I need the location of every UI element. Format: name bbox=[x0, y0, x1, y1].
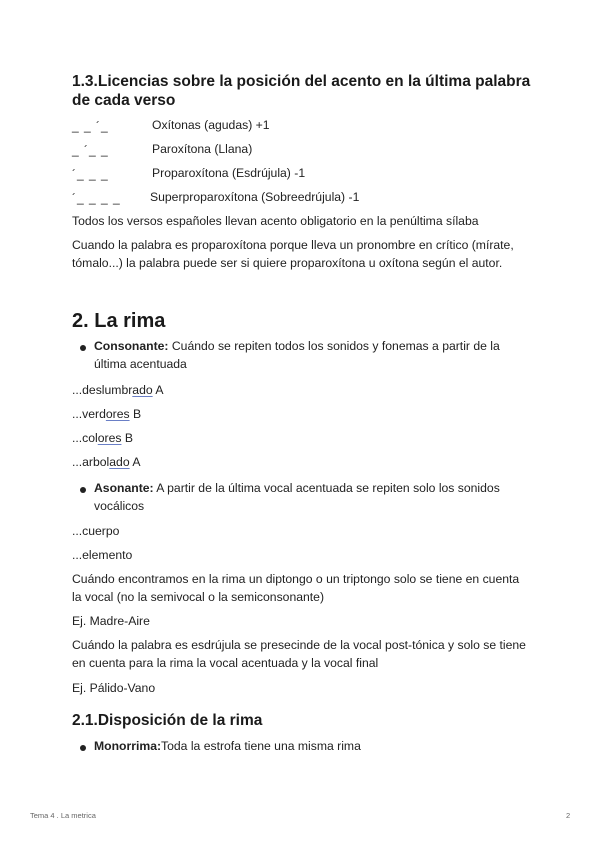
example-line: ...colores B bbox=[72, 431, 133, 445]
accent-marks-superproparoxitona: ´_ _ _ _ bbox=[72, 191, 121, 205]
paragraph-proparoxitona: Cuando la palabra es proparoxítona porque lleva un pronombre en crítico (mírate, tómalo...) la palabra puede ser si quiere proparoxítona u oxítona según el autor. bbox=[72, 238, 514, 270]
term-consonante: Consonante: bbox=[94, 339, 169, 353]
bullet-dot bbox=[80, 487, 86, 493]
section-heading-2-1: 2.1.Disposición de la rima bbox=[72, 712, 263, 729]
definition-monorrima: Toda la estrofa tiene una misma rima bbox=[161, 739, 361, 753]
bullet-consonante bbox=[94, 337, 534, 373]
paragraph-diptongo: Cuándo encontramos en la rima un diptongo o un triptongo solo se tiene en cuenta la vocal (no la semivocal o la semiconsonante) bbox=[72, 572, 520, 604]
example-line: ...verdores B bbox=[72, 407, 142, 421]
rhyme-segment: ado bbox=[132, 383, 153, 397]
accent-marks-oxitona: _ _ ´_ bbox=[72, 119, 109, 133]
accent-label-proparoxitona: Proparoxítona (Esdrújula) -1 bbox=[152, 166, 306, 180]
term-asonante: Asonante: bbox=[94, 481, 154, 495]
rhyme-segment: ado bbox=[109, 455, 130, 469]
example-palido-vano: Ej. Pálido-Vano bbox=[72, 681, 156, 695]
accent-label-paroxitona: Paroxítona (Llana) bbox=[152, 142, 253, 156]
example-madre-aire: Ej. Madre-Aire bbox=[72, 614, 150, 628]
rhyme-segment: ores bbox=[97, 431, 122, 445]
example-asonante-1: ...cuerpo bbox=[72, 524, 120, 538]
section-heading-2: 2. La rima bbox=[72, 310, 166, 332]
term-monorrima: Monorrima: bbox=[94, 739, 162, 753]
rhyme-segment: ores bbox=[105, 407, 130, 421]
definition-asonante: A partir de la última vocal acentuada se repiten solo los sonidos vocálicos bbox=[94, 481, 500, 513]
definition-consonante: Cuándo se repiten todos los sonidos y fonemas a partir de la última acentuada bbox=[94, 339, 500, 371]
accent-label-oxitona: Oxítonas (agudas) +1 bbox=[152, 118, 270, 132]
bullet-dot bbox=[80, 345, 86, 351]
accent-label-superproparoxitona: Superproparoxítona (Sobreedrújula) -1 bbox=[150, 190, 360, 204]
bullet-monorrima bbox=[94, 737, 534, 755]
paragraph-esdrujula: Cuándo la palabra es esdrújula se presecinde de la vocal post-tónica y solo se tiene en cuenta para la rima la vocal acentuada y la vocal final bbox=[72, 638, 526, 670]
example-line: ...arbolado A bbox=[72, 455, 141, 469]
accent-marks-proparoxitona: ´_ _ _ bbox=[72, 167, 109, 181]
footer-page-number: 2 bbox=[566, 811, 571, 820]
accent-marks-paroxitona: _ ´_ _ bbox=[72, 143, 109, 157]
footer-doc-title: Tema 4 . La metrica bbox=[30, 811, 96, 820]
bullet-dot bbox=[80, 745, 86, 751]
paragraph-acento-obligatorio: Todos los versos españoles llevan acento obligatorio en la penúltima sílaba bbox=[72, 214, 479, 228]
example-asonante-2: ...elemento bbox=[72, 548, 133, 562]
example-line: ...deslumbrado A bbox=[72, 383, 164, 397]
bullet-asonante bbox=[94, 479, 534, 515]
section-heading-1-3: 1.3.Licencias sobre la posición del acento en la última palabra de cada verso bbox=[72, 73, 531, 109]
